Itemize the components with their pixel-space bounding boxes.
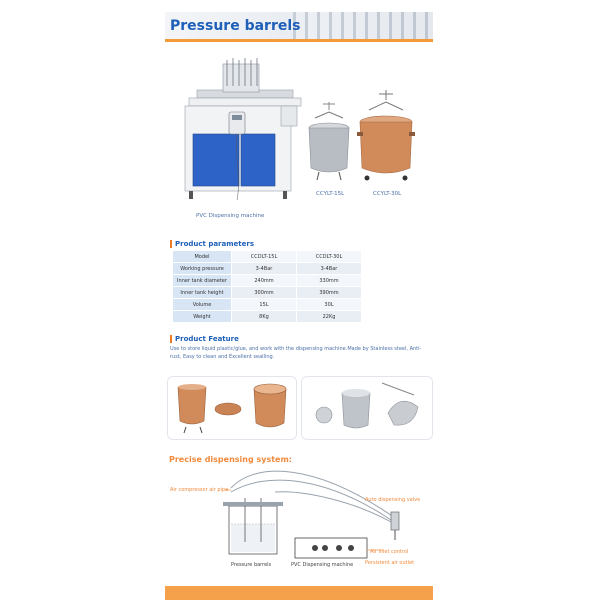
table-cell: 300mm [232, 287, 297, 299]
parameters-heading [170, 240, 254, 248]
table-cell: 390mm [297, 287, 362, 299]
copper-barrel-parts-photo [167, 376, 297, 440]
table-row [173, 275, 362, 287]
product-sheet [165, 0, 433, 600]
table-cell: Volume [173, 299, 232, 311]
steel-barrel-15l-image [305, 98, 353, 188]
table-row [173, 287, 362, 299]
persistent-outlet-label: Persistent air outlet [365, 560, 415, 566]
machine-caption: PVC Dispensing machine [196, 213, 265, 219]
steel-barrel-parts-photo [301, 376, 433, 440]
table-cell: CCDLT-15L [232, 251, 297, 263]
parameters-title: Product parameters [175, 240, 254, 248]
copper-barrel-parts-image [168, 377, 296, 439]
page-title: Pressure barrels [170, 18, 301, 34]
barrel-15l-caption: CCYLT-15L [316, 191, 345, 197]
table-cell: 22Kg [297, 311, 362, 323]
feature-heading [170, 335, 239, 343]
section-marker [170, 240, 172, 248]
table-cell: Inner tank diameter [173, 275, 232, 287]
table-cell: 3-4Bar [297, 263, 362, 275]
table-cell: 8Kg [232, 311, 297, 323]
table-cell: 3-4Bar [232, 263, 297, 275]
table-row [173, 263, 362, 275]
footer-bar [165, 586, 433, 600]
steel-barrel-parts-image [302, 377, 432, 439]
diagram-title: Precise dispensing system: [169, 455, 293, 464]
header-banner [165, 12, 433, 42]
table-cell: 15L [232, 299, 297, 311]
table-header-row [173, 251, 362, 263]
feature-text: Use to store liquid plastic/glue, and work with the dispensing machine.Made by Stainless steel, Anti-rust, Easy to clean and Excellent sealling. [170, 346, 422, 360]
barrel-30l-caption: CCYLT-30L [373, 191, 402, 197]
table-cell: Weight [173, 311, 232, 323]
parameters-table [172, 250, 362, 323]
table-row [173, 299, 362, 311]
barrels-label: Pressure barrels [231, 562, 272, 568]
table-cell: 330mm [297, 275, 362, 287]
copper-barrel-30l-image [355, 88, 417, 188]
auto-valve-label: Auto dispensing valve [365, 497, 421, 503]
air-inlet-label: Air inlet control [370, 549, 409, 555]
section-marker [170, 335, 172, 343]
table-cell: 30L [297, 299, 362, 311]
air-compressor-label: Air compressor air pipe [170, 487, 229, 493]
banner-accent-bar [165, 39, 433, 42]
table-cell: 240mm [232, 275, 297, 287]
pvc-dispensing-machine-image [175, 50, 305, 210]
table-cell: Model [173, 251, 232, 263]
machine-label: PVC Dispensing machine [291, 562, 354, 568]
banner-nozzle-image [293, 12, 433, 42]
table-cell: Working pressure [173, 263, 232, 275]
feature-title: Product Feature [175, 335, 239, 343]
table-cell: Inner tank height [173, 287, 232, 299]
table-row [173, 311, 362, 323]
table-cell: CCDLT-30L [297, 251, 362, 263]
